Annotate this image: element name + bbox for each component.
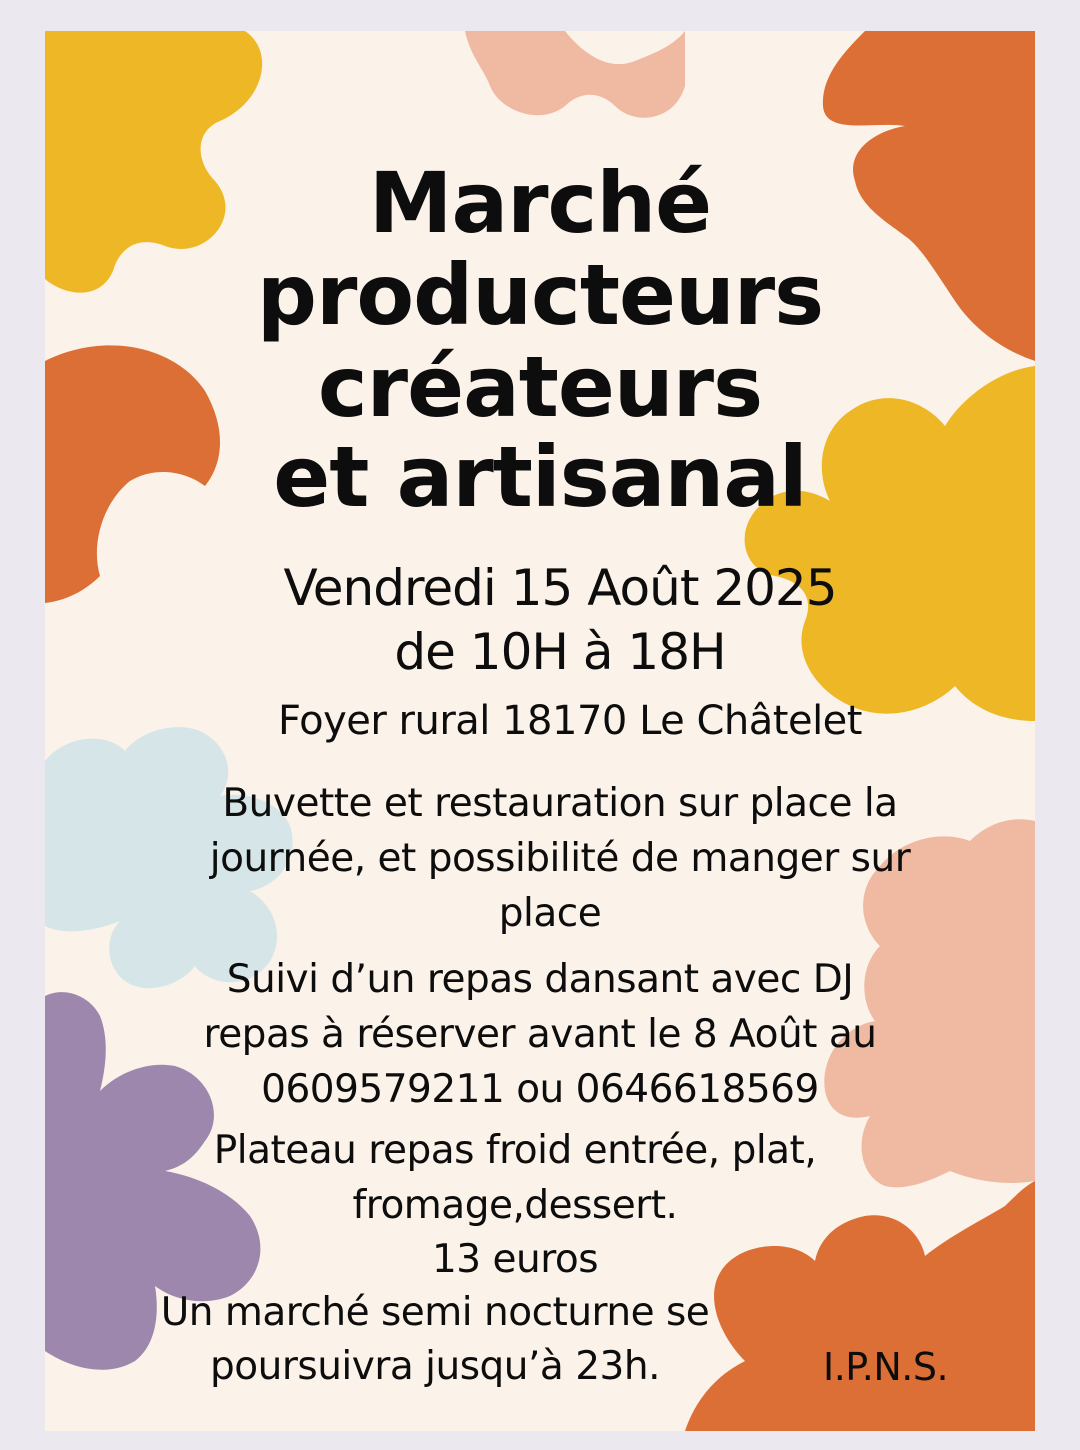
title-line-4: et artisanal <box>273 428 807 526</box>
price: 13 euros <box>431 1237 599 1282</box>
info-line: Suivi d’un repas dansant avec DJ <box>226 957 854 1002</box>
event-poster <box>45 31 1035 1431</box>
info-line: journée, et possibilité de manger sur <box>209 836 911 881</box>
info-line: place <box>498 891 602 936</box>
event-location: Foyer rural 18170 Le Châtelet <box>278 698 862 744</box>
info-line: fromage,dessert. <box>352 1183 678 1228</box>
event-hours: de 10H à 18H <box>394 623 726 681</box>
info-line: Un marché semi nocturne se <box>160 1290 710 1335</box>
peach-flower-top-center <box>465 31 685 118</box>
info-line: Plateau repas froid entrée, plat, <box>213 1128 817 1173</box>
info-line: repas à réserver avant le 8 Août au <box>203 1012 877 1057</box>
ipns-mention: I.P.N.S. <box>823 1345 949 1389</box>
info-line: poursuivra jusqu’à 23h. <box>210 1344 660 1389</box>
info-line: Buvette et restauration sur place la <box>222 781 898 826</box>
title-line-3: créateurs <box>317 338 763 436</box>
phone-numbers: 0609579211 ou 0646618569 <box>261 1067 819 1112</box>
event-date: Vendredi 15 Août 2025 <box>283 559 837 617</box>
title-line-2: producteurs <box>256 246 824 344</box>
title-line-1: Marché <box>368 154 712 252</box>
